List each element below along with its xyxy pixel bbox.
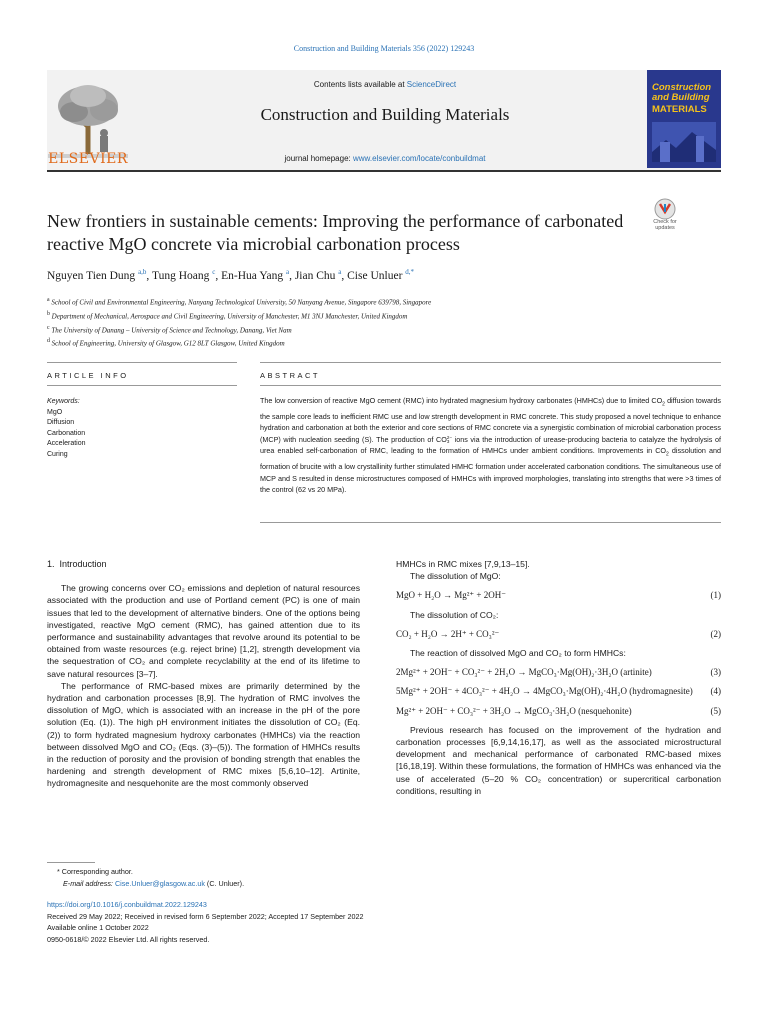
email-label: E-mail address:: [63, 878, 113, 888]
intro-paragraph: HMHCs in RMC mixes [7,9,13–15].: [396, 559, 530, 569]
abstract-bottom-rule: [260, 522, 721, 523]
cover-title: Construction and Building: [652, 82, 712, 103]
intro-paragraph: The growing concerns over CO₂ emissions and depletion of natural resources associated with the production and use of Portland cement (PC) is one of main issues that led to the development of alternative binders. One of the options being investigated, reactive MgO cement (RMC), has gained attention due to its performance and sustainability advantages that revolve around its potential to be obtained from waste resources (e.g. reject brine) [1,2], strength development via the sequestration of CO₂ and complete recyclability at the end of its lifetime to save natural resources [3–7].: [47, 583, 360, 679]
keyword-item: Curing: [47, 450, 68, 458]
author-name[interactable]: Tung Hoang: [151, 269, 210, 282]
intro-paragraph: The performance of RMC-based mixes are primarily determined by the hydration and carbonation processes [8,9]. The hydration of RMC involves the dissolution of MgO, which is associated with an increase in the pH of the pore solution (Eq. (1)). The high pH environment initiates the dissolution of CO₂ (Eq. (2)) to form hydrated magnesium hydroxy carbonates (HMHCs) via the reaction between dissolved MgO and CO₂ (Eqs. (3)–(5)). The formation of HMHCs results in the reduction of porosity and the provision of bonding strength that enables the hardening and strength development of RMC mixes [5,6,10–12]. Artinite, hydromagnesite and nesquehonite are the most commonly observed: [47, 680, 360, 789]
affiliation-item: [47, 336, 667, 350]
journal-name: Construction and Building Materials: [260, 105, 510, 124]
abstract-subscript: 2: [666, 451, 669, 458]
author-name[interactable]: En-Hua Yang: [221, 269, 284, 282]
equation-number[interactable]: (1): [710, 590, 721, 601]
elsevier-wordmark: ELSEVIER: [48, 151, 128, 167]
copyright-notice: 0950-0618/© 2022 Elsevier Ltd. All rights reserved.: [47, 934, 210, 944]
intro-paragraph: Previous research has focused on the improvement of the hydration and carbonation processes [6,9,14,16,17], as well as the associated microstructural development and mechanical performance of carbonated RMC-based mixes [16,18,19]. Within these formulations, the formation of HMHCs was enhanced via the use of accelerated (5–20 % CO₂ concentration) or supercritical carbonation conditions, resulting in: [396, 724, 721, 796]
affiliation-marker: d: [47, 338, 50, 345]
author-affiliation-marker[interactable]: d,*: [405, 268, 415, 276]
contents-prefix: Contents lists available at: [313, 80, 407, 89]
equation-3: [396, 666, 721, 678]
abstract-part: The low conversion of reactive MgO cement (RMC) into hydrated magnesium hydroxy carbonates (HMHCs) due to limited CO: [260, 396, 663, 405]
abstract-rule: [260, 362, 721, 363]
sciencedirect-link[interactable]: ScienceDirect: [406, 80, 457, 89]
equation-body: CO₂ + H₂O → 2H⁺ + CO₃²⁻: [396, 628, 500, 639]
equation-2: [396, 628, 721, 640]
cover-subtitle: MATERIALS: [652, 104, 707, 115]
abstract-part: ions via the introduction of urease-producing bacteria to catalyze the hydrolysis of urea enabled self-carbonation of RMC, leading to the formation of HMHCs under ambient conditions. Improvements in CO: [260, 434, 721, 456]
available-online: Available online 1 October 2022: [47, 923, 149, 932]
doi-link[interactable]: https://doi.org/10.1016/j.conbuildmat.2022.129243: [47, 900, 207, 909]
left-column: [47, 558, 360, 790]
abstract-subscript: 3: [446, 439, 450, 445]
author-affiliation-marker[interactable]: a: [285, 268, 290, 276]
author-name[interactable]: Nguyen Tien Dung: [47, 269, 136, 282]
homepage-link[interactable]: www.elsevier.com/locate/conbuildmat: [352, 154, 486, 163]
homepage-prefix: journal homepage:: [284, 154, 353, 163]
corresponding-author-note: * Corresponding author.: [57, 867, 133, 876]
equation-body: MgO + H₂O → Mg²⁺ + 2OH⁻: [396, 590, 506, 601]
equation-number[interactable]: (3): [710, 667, 721, 678]
equation-number[interactable]: (2): [710, 628, 721, 639]
check-for-updates-label: Check for updates: [653, 219, 677, 231]
equation-body: Mg²⁺ + 2OH⁻ + CO₃²⁻ + 3H₂O → MgCO₃·3H₂O (nesquehonite): [396, 705, 632, 716]
article-info-rule: [47, 362, 237, 363]
affiliation-marker: b: [47, 310, 50, 317]
keywords-label: Keywords:: [47, 398, 80, 405]
affiliation-text: Department of Mechanical, Aerospace and Civil Engineering, University of Manchester, M1 3NJ Manchester, United Kingdom: [51, 312, 408, 321]
equation-number[interactable]: (4): [710, 686, 721, 697]
abstract-heading: ABSTRACT: [260, 371, 321, 380]
right-column: [396, 558, 721, 797]
article-info-heading: ARTICLE INFO: [47, 371, 129, 380]
affiliation-text: School of Civil and Environmental Engineering, Nanyang Technological University, 50 Nanyang Avenue, Singapore 639798, Singapore: [51, 298, 432, 307]
equation-body: 5Mg²⁺ + 2OH⁻ + 4CO₃²⁻ + 4H₂O → 4MgCO₃·Mg(OH)₂·4H₂O (hydromagnesite): [396, 686, 693, 697]
email-note: [47, 878, 447, 890]
abstract-rule-lower: [260, 385, 721, 386]
affiliations-list: [47, 295, 667, 350]
footnotes: [47, 866, 447, 889]
keyword-item: MgO: [47, 408, 63, 416]
equation-5: [396, 705, 721, 717]
affiliation-item: [47, 309, 667, 323]
author-affiliation-marker[interactable]: a,b: [138, 268, 147, 276]
affiliation-marker: c: [47, 324, 50, 331]
affiliation-item: [47, 323, 667, 337]
keyword-item: Acceleration: [47, 440, 86, 447]
equation-1: [396, 589, 721, 601]
equation-number[interactable]: (5): [710, 705, 721, 716]
cover-artwork-icon: [652, 122, 716, 162]
abstract-subscript: 2: [662, 401, 665, 408]
keywords-block: [47, 397, 207, 460]
affiliation-text: The University of Danang – University of Science and Technology, Danang, Viet Nam: [51, 325, 292, 334]
keyword-item: Carbonation: [47, 429, 86, 437]
equation-4: [396, 685, 721, 697]
author-name[interactable]: Cise Unluer: [347, 269, 403, 282]
abstract-part: diffusion towards the sample core leads to inefficient RMC use and low strength development in RMC concrete. This study proposed a novel technique to enhance hydration and carbonation at both the exterior and core sections of RMC concrete via a synergistic combination of microbial carbonation process (MCP) with nucleation seeding (S). The production of CO: [260, 396, 721, 444]
email-suffix: (C. Unluer).: [204, 878, 245, 888]
article-info-rule-lower: [47, 385, 237, 386]
equation-intro: The dissolution of MgO:: [410, 571, 501, 582]
equation-body: 2Mg²⁺ + 2OH⁻ + CO₃²⁻ + 2H₂O → MgCO₃·Mg(OH)₂·3H₂O (artinite): [396, 667, 652, 678]
email-link[interactable]: Cise.Unluer@glasgow.ac.uk: [114, 878, 205, 888]
journal-citation[interactable]: Construction and Building Materials 356 (2022) 129243: [293, 44, 475, 53]
author-list: Nguyen Tien Dung $^{a,b}$, Tung Hoang $^c$, En-Hua Yang $^a$, Jian Chu $^a$, Cise Unluer $^{d,*}$: [47, 268, 415, 282]
header-divider: [47, 170, 721, 172]
author-name[interactable]: Jian Chu: [294, 269, 336, 282]
affiliation-text: School of Engineering, University of Glasgow, G12 8LT Glasgow, United Kingdom: [51, 339, 285, 348]
section-number: 1.: [47, 559, 55, 569]
article-history: [47, 899, 547, 945]
section-heading-introduction: [47, 558, 360, 570]
article-title: New frontiers in sustainable cements: Improving the performance of carbonated reactive MgO concrete via microbial carbonation process: [47, 211, 624, 254]
equation-intro: The dissolution of CO₂:: [410, 609, 499, 620]
journal-homepage: [160, 154, 610, 163]
section-title: Introduction: [59, 559, 107, 569]
footnote-rule: [47, 862, 95, 863]
affiliation-marker: a: [47, 297, 50, 303]
equation-intro: The reaction of dissolved MgO and CO₂ to form HMHCs:: [410, 648, 626, 659]
abstract-part: dissolution and formation of brucite with a low crystallinity further stimulated HMHC formation under accelerated carbonation conditions. The simultaneous use of MCP and S resulted in dense microstructures composed of HMHCs with improved morphologies, translating into strengths that were >3 times of the control (62 vs 20 MPa).: [260, 446, 722, 495]
contents-availability: [160, 80, 610, 89]
abstract-superscript: 2−: [446, 434, 452, 440]
affiliation-item: [47, 295, 667, 309]
abstract-text: [260, 395, 721, 496]
author-affiliation-marker[interactable]: a: [338, 268, 342, 276]
author-affiliation-marker[interactable]: c: [212, 268, 216, 276]
received-dates: Received 29 May 2022; Received in revised form 6 September 2022; Accepted 17 September 2022: [47, 911, 364, 921]
keyword-item: Diffusion: [47, 419, 75, 426]
